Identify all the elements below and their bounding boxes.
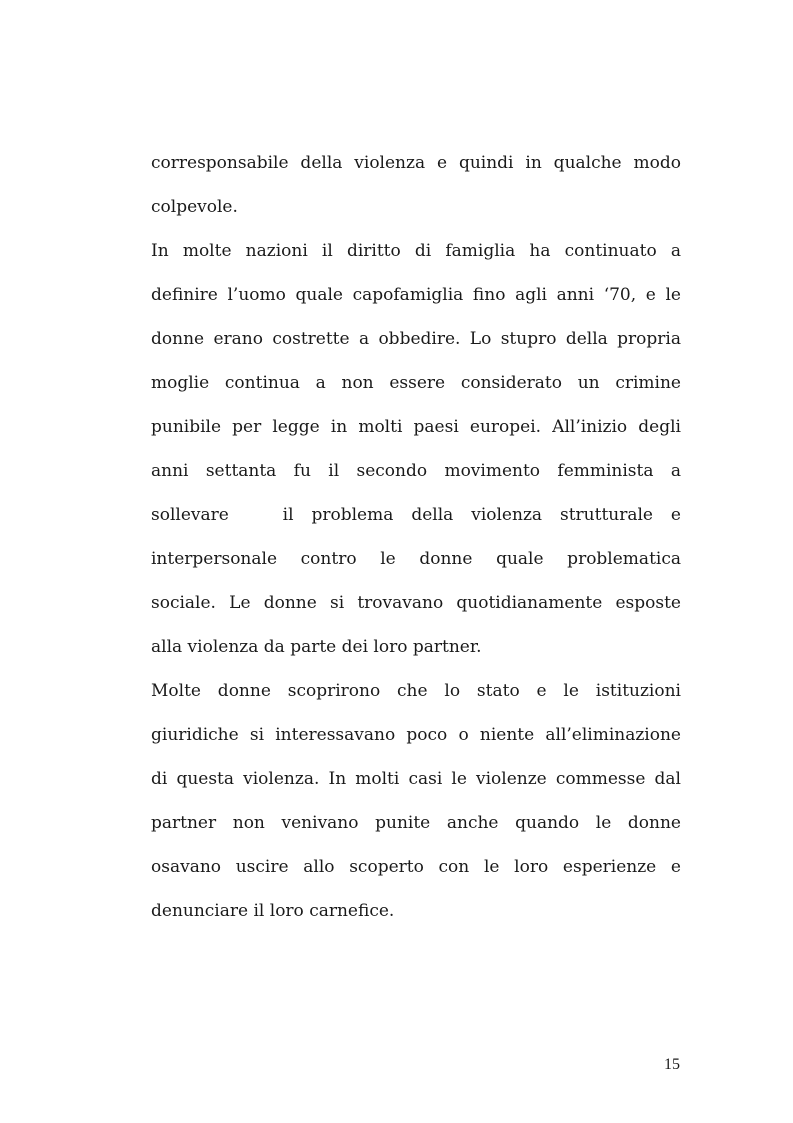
page-number: 15: [664, 1056, 680, 1073]
text-line: moglie continua a non essere considerato un crimine: [151, 373, 681, 393]
text-line: In molte nazioni il diritto di famiglia ha continuato a: [151, 241, 681, 261]
text-line: alla violenza da parte dei loro partner.: [151, 637, 482, 657]
text-line: punibile per legge in molti paesi europei. All’inizio degli: [151, 417, 681, 437]
text-line: giuridiche si interessavano poco o niente all’eliminazione: [151, 725, 681, 745]
body-text: [151, 145, 681, 937]
text-line: anni settanta fu il secondo movimento femminista a: [151, 461, 681, 481]
text-line: sociale. Le donne si trovavano quotidianamente esposte: [151, 593, 681, 613]
text-line: denunciare il loro carnefice.: [151, 901, 395, 921]
text-line: osavano uscire allo scoperto con le loro esperienze e: [151, 857, 681, 877]
text-line: interpersonale contro le donne quale problematica: [151, 549, 681, 569]
text-line: di questa violenza. In molti casi le violenze commesse dal: [151, 769, 681, 789]
text-line: Molte donne scoprirono che lo stato e le istituzioni: [151, 681, 681, 701]
text-line: sollevare il problema della violenza strutturale e: [151, 505, 681, 525]
text-line: donne erano costrette a obbedire. Lo stupro della propria: [151, 329, 681, 349]
text-line: corresponsabile della violenza e quindi in qualche modo: [151, 153, 681, 173]
text-line: definire l’uomo quale capofamiglia fino agli anni ‘70, e le: [151, 285, 681, 305]
text-line: colpevole.: [151, 197, 238, 217]
text-line: partner non venivano punite anche quando le donne: [151, 813, 681, 833]
